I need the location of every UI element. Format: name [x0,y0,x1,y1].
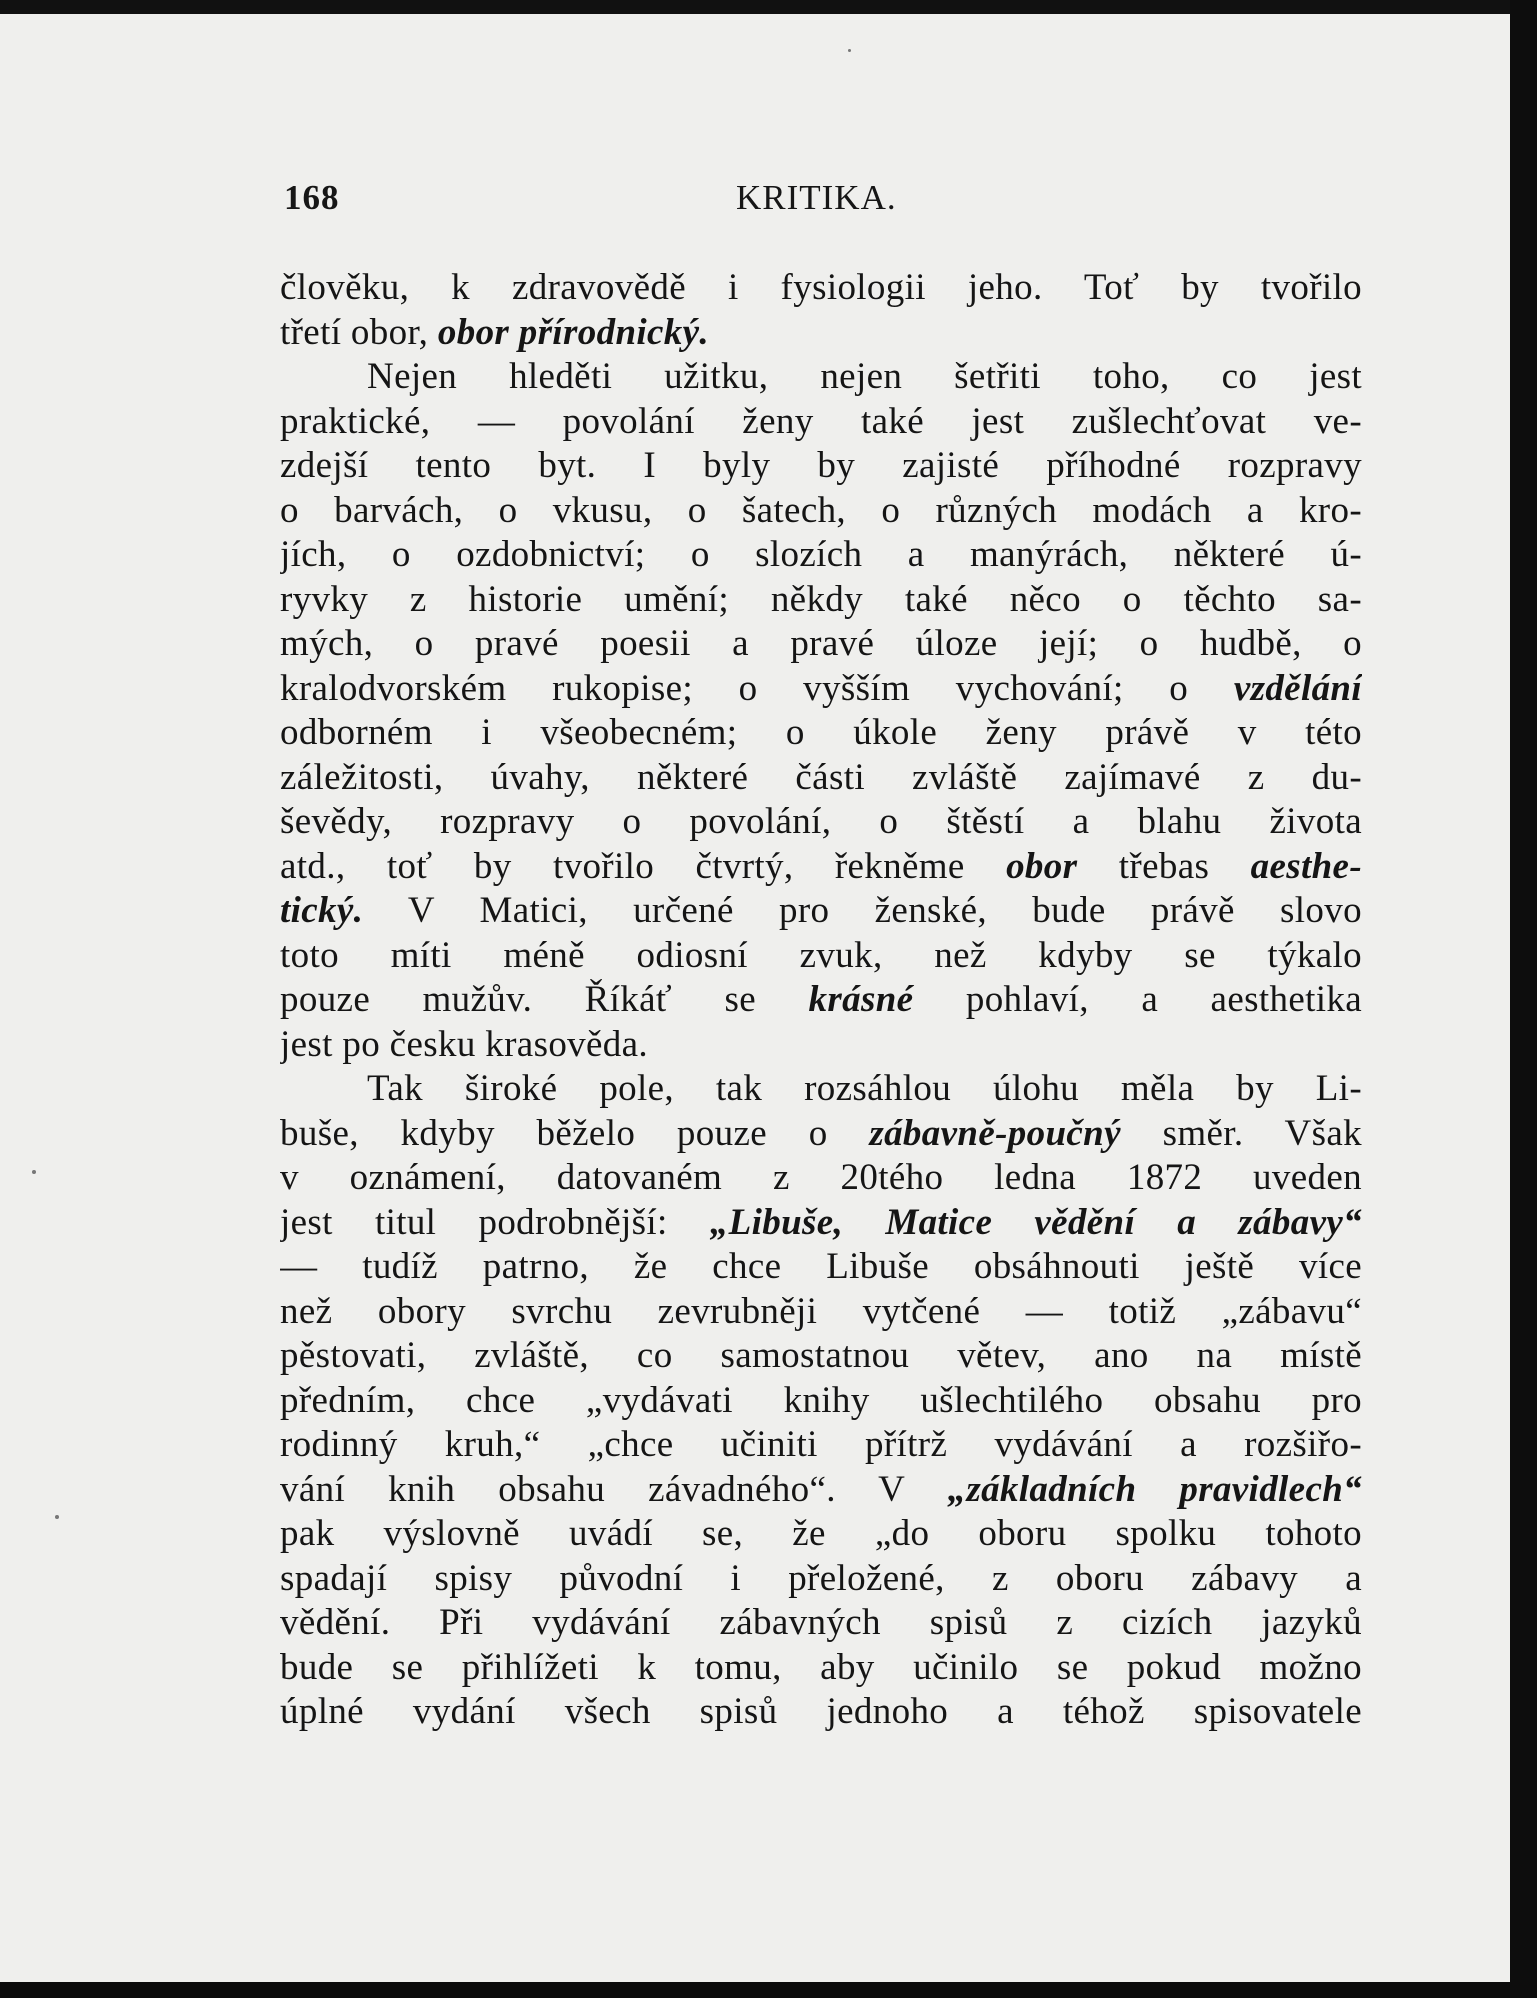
text-line [280,934,1362,979]
text-line [280,1557,1362,1602]
scan-speck [848,49,851,52]
text-run: pak výslovně uvádí se, že „do oboru spolku tohoto [280,1513,1362,1554]
italic-text: „Libuše, Matice vědění a zábavy“ [709,1201,1362,1243]
text-run: rodinný kruh,“ „chce učiniti přítrž vydávání a rozšiřo- [280,1424,1362,1465]
text-run: pohlaví, a aesthetika [913,979,1362,1020]
text-run: úplné vydání všech spisů jednoho a téhož spisovatele [280,1691,1362,1732]
text-line [280,533,1362,578]
text-run: jest titul podrobnější: [280,1201,710,1243]
text-run: než obory svrchu zevrubněji vytčené — totiž „zábavu“ [280,1290,1362,1332]
italic-text: aesthe- [1250,845,1362,887]
text-line [280,845,1362,890]
text-run: třetí obor, [280,311,438,353]
text-run: atd., toť by tvořilo čtvrtý, řekněme [280,845,1007,887]
italic-text: krásné [808,979,914,1020]
text-line [280,1245,1362,1290]
text-line [280,756,1362,801]
text-run: vědění. Při vydávání zábavných spisů z cizích jazyků [280,1602,1362,1643]
text-line [280,355,1362,400]
text-line [280,1690,1362,1735]
page-number: 168 [284,178,340,217]
text-run: zdejší tento byt. I byly by zajisté příhodné rozpravy [280,445,1362,486]
text-run: pouze mužův. Říkáť se [280,979,809,1020]
italic-text: tický. [280,890,364,931]
text-run: kralodvorském rukopise; o vyšším vychování; o [280,667,1234,709]
text-run: třebas [1077,845,1251,887]
text-line [280,889,1362,934]
text-line [280,978,1362,1023]
scan-border-right [1510,0,1537,1998]
text-run: jích, o ozdobnictví; o slozích a manýrách, některé ú- [280,534,1362,575]
text-line [280,1201,1362,1246]
text-line [280,711,1362,756]
text-line [280,311,1362,356]
text-line [280,1601,1362,1646]
italic-text: „základních pravidlech“ [947,1468,1362,1510]
text-run: Tak široké pole, tak rozsáhlou úlohu měla by Li- [367,1068,1362,1109]
scan-speck [55,1515,59,1519]
text-line [280,400,1362,445]
text-line [280,1512,1362,1557]
text-run: buše, kdyby běželo pouze o [280,1112,870,1154]
text-line [280,1423,1362,1468]
italic-text: obor [1006,845,1078,887]
text-line [280,622,1362,667]
text-run: praktické, — povolání ženy také jest zušlechťovat ve- [280,400,1362,442]
text-run: V Matici, určené pro ženské, bude právě slovo [363,890,1362,931]
text-run: jest po česku krasověda. [280,1023,649,1065]
scan-border-top [0,0,1537,14]
text-line [280,1156,1362,1201]
text-run: záležitosti, úvahy, některé části zvláště zajímavé z du- [280,756,1362,798]
scan-speck [32,1170,36,1174]
text-line [280,1023,1362,1068]
text-line [280,1646,1362,1691]
text-run: odborném i všeobecném; o úkole ženy právě v této [280,712,1362,753]
text-line [280,1067,1362,1112]
text-line [280,667,1362,712]
text-line [280,1290,1362,1335]
body-text [280,266,1362,1735]
text-line [280,1334,1362,1379]
text-line [280,1468,1362,1513]
text-line [280,489,1362,534]
text-line [280,800,1362,845]
text-line [280,266,1362,311]
italic-text: zábavně-poučný [869,1112,1121,1154]
text-run: spadají spisy původní i přeložené, z oboru zábavy a [280,1557,1362,1599]
text-run: vání knih obsahu závadného“. V [280,1468,948,1510]
text-line [280,578,1362,623]
running-head: KRITIKA. [736,178,897,217]
text-run: mých, o pravé poesii a pravé úloze její; o hudbě, o [280,623,1362,664]
text-run: o barvách, o vkusu, o šatech, o různých modách a kro- [280,489,1362,531]
text-run: předním, chce „vydávati knihy ušlechtilého obsahu pro [280,1379,1362,1421]
text-run: toto míti méně odiosní zvuk, než kdyby se týkalo [280,934,1362,976]
text-line [280,444,1362,489]
text-run: bude se přihlížeti k tomu, aby učinilo se pokud možno [280,1646,1362,1688]
text-run: ševědy, rozpravy o povolání, o štěstí a blahu života [280,801,1362,842]
text-run: Nejen hleděti užitku, nejen šetřiti toho, co jest [367,356,1362,397]
text-run: člověku, k zdravovědě i fysiologii jeho. Toť by tvořilo [280,267,1362,308]
text-run: — tudíž patrno, že chce Libuše obsáhnouti ještě více [280,1246,1362,1287]
page-header [284,178,1364,218]
text-line [280,1112,1362,1157]
text-run: pěstovati, zvláště, co samostatnou větev, ano na místě [280,1335,1362,1376]
text-run: směr. Však [1120,1112,1362,1154]
italic-text: vzdělání [1233,667,1362,709]
text-run: v oznámení, datovaném z 20tého ledna 1872 uveden [280,1157,1362,1198]
text-line [280,1379,1362,1424]
italic-text: obor přírodnický. [437,311,710,353]
text-run: ryvky z historie umění; někdy také něco o těchto sa- [280,578,1362,620]
